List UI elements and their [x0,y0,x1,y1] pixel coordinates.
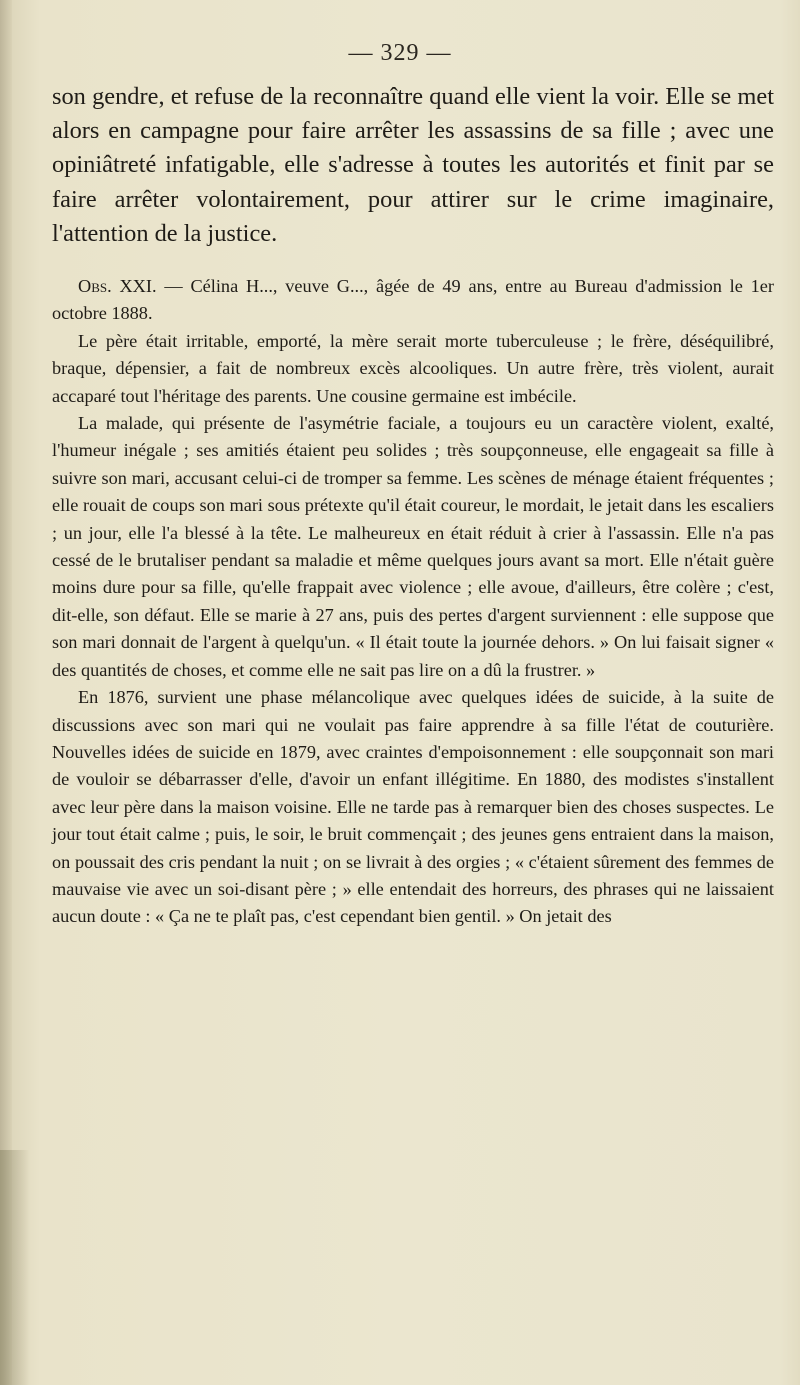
observation-header-text: — Célina H..., veuve G..., âgée de 49 ans, entre au Bureau d'admission le 1er octobre 1888. [52,276,775,324]
intro-paragraph: son gendre, et refuse de la reconnaître quand elle vient la voir. Elle se met alors en campagne pour faire arrêter les assassins de sa fille ; avec une opiniâtreté infatigable, elle s'adresse à toutes les autorités et finit par se faire arrêter volontairement, pour attirer sur le crime imaginaire, l'attention de la justice. [52,83,774,247]
observation-paragraph-melancholy: En 1876, survient une phase mélancolique avec quelques idées de suicide, à la suite de discussions avec son mari qui ne voulait pas faire apprendre à sa fille l'état de couturière. Nouvelles idées de suicide en 1879, avec craintes d'empoisonnement : elle soupçonnait son mari de vouloir se débarrasser d'elle, d'avoir un enfant illégitime. En 1880, des modistes s'installent avec leur père dans la maison voisine. Elle ne tarde pas à remarquer bien des choses suspectes. Le jour tout était calme ; puis, le soir, le bruit commençait ; des jeunes gens entraient dans la maison, on poussait des cris pendant la nuit ; on se livrait à des orgies ; « c'étaient sûrement des femmes de mauvaise vie avec un soi-disant père ; » elle entendait des horreurs, des phrases qui ne laissaient aucun doute : « Ça ne te plaît pas, c'est cependant bien gentil. » On jetait des [52,687,774,927]
observation-block [52,273,774,931]
page-corner-shadow [0,1150,30,1385]
observation-paragraph-character: La malade, qui présente de l'asymétrie faciale, a toujours eu un caractère violent, exalté, l'humeur inégale ; ses amitiés étaient peu solides ; très soupçonneuse, elle engageait sa fille à suivre son mari, accusant celui-ci de tromper sa femme. Les scènes de ménage étaient fréquentes ; elle rouait de coups son mari sous prétexte qu'il était coureur, le mordait, le jetait dans les escaliers ; un jour, elle l'a blessé à la tête. Le malheureux en était réduit à crier à l'assassin. Elle n'a pas cessé de le brutaliser pendant sa maladie et même quelques jours avant sa mort. Elle n'était guère moins dure pour sa fille, qu'elle frappait avec violence ; elle avoue, d'ailleurs, être colère ; c'est, dit-elle, son défaut. Elle se marie à 27 ans, puis des pertes d'argent surviennent : elle suppose que son mari donnait de l'argent à quelqu'un. « Il était toute la journée dehors. » On lui faisait signer « des quantités de choses, et comme elle ne sait pas lire on a dû la frustrer. » [52,413,774,680]
observation-label: Obs. XXI. [78,276,157,296]
page-number: — 329 — [348,40,452,66]
observation-paragraph-family: Le père était irritable, emporté, la mère serait morte tuberculeuse ; le frère, déséquilibré, braque, dépensier, a fait de nombreux excès alcooliques. Un autre frère, très violent, aurait accaparé tout l'héritage des parents. Une cousine germaine est imbécile. [52,330,774,406]
observation-header [52,273,774,328]
intro-text-block [52,80,774,251]
